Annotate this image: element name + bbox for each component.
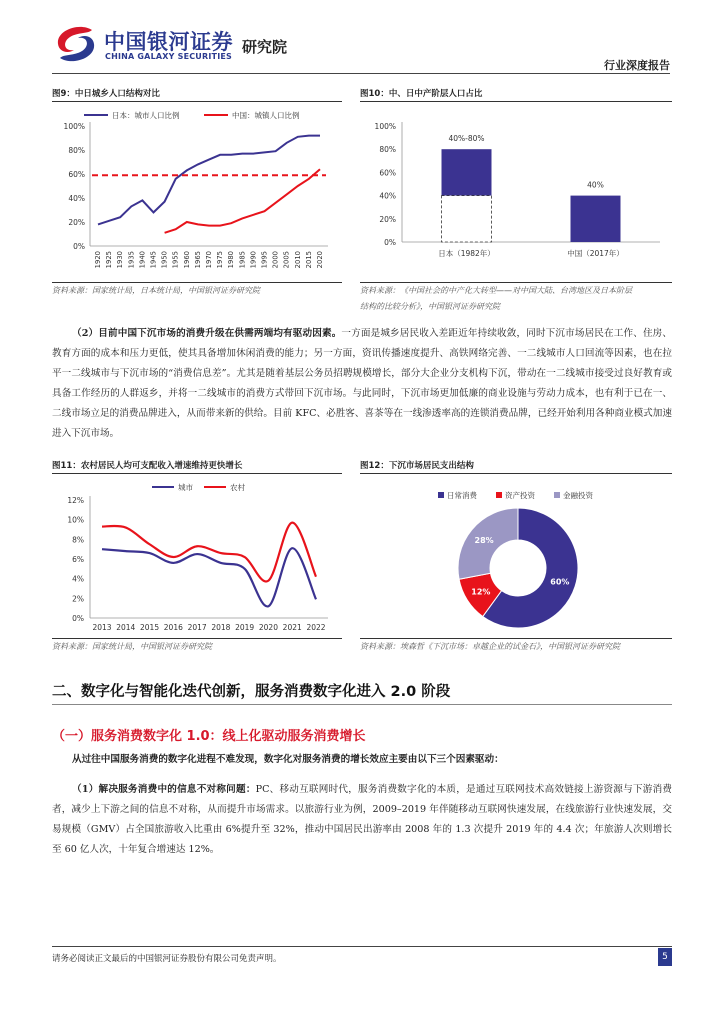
fig10-data-label: 40%-80% bbox=[448, 134, 485, 144]
fig9-y-tick: 20% bbox=[68, 218, 85, 227]
fig10-source-line1: 资料来源：《中国社会的中产化大转型——对中国大陆、台湾地区及日本阶层 bbox=[360, 286, 632, 295]
fig10-y-tick: 100% bbox=[374, 122, 396, 131]
fig10-bar-dashed bbox=[442, 196, 492, 242]
fig10-y-tick: 40% bbox=[379, 191, 396, 201]
fig12-data-label: 28% bbox=[474, 535, 494, 545]
fig9-x-tick: 1925 bbox=[105, 251, 114, 269]
page-number: 5 bbox=[658, 948, 672, 966]
fig11-series-0 bbox=[102, 548, 316, 606]
header-rule bbox=[52, 73, 670, 74]
fig11-y-tick: 4% bbox=[72, 574, 84, 584]
fig11-bottom-rule bbox=[52, 638, 342, 639]
para1-text: 一方面是城乡居民收入差距近年持续收敛，同时下沉市场居民在工作、住房、教育方面的成本和压力更低，使其具备增加休闲消费的能力；另一方面，资讯传播速度提升、高铁网络完善、一二线城市人口回流等因素，也在拉平一二线城市与下沉市场的“消费信息差”。尤其是随着基层公务员招聘规模增长，部分大企业分支机构下沉，带动在一二线城市接受过良好教育或具备工作经历的人群返乡，并将一二线城市的消费方式带回下沉市场。与此同时，下沉市场更加低廉的商业设施与劳动力成本，也有利于已在一、二线市场立足的消费品牌进入，从而带来新的供给。目前 KFC、必胜客、喜茶等在一线渗透率高的连锁消费品牌，已经开始利用各种商业模式加速进入下沉市场。 bbox=[52, 328, 672, 439]
fig9-y-tick: 100% bbox=[63, 122, 85, 131]
fig9-x-tick: 2000 bbox=[271, 251, 280, 269]
section-rule bbox=[52, 704, 672, 705]
fig9-x-tick: 1970 bbox=[205, 251, 213, 269]
fig9-rule bbox=[52, 101, 342, 102]
fig12-legend-swatch bbox=[554, 492, 560, 498]
fig10-y-tick: 80% bbox=[379, 145, 396, 155]
fig10-source-line2: 结构的比较分析》，中国银河证券研究院 bbox=[360, 302, 500, 311]
fig11-y-tick: 0% bbox=[72, 614, 84, 623]
fig12-legend-label: 金融投资 bbox=[563, 491, 593, 500]
fig11-x-tick: 2016 bbox=[163, 623, 183, 632]
fig9-series-0 bbox=[98, 136, 320, 225]
fig12-legend-swatch bbox=[496, 492, 502, 498]
fig11-x-tick: 2018 bbox=[211, 623, 231, 632]
fig10-y-tick: 60% bbox=[379, 168, 396, 178]
header bbox=[0, 0, 724, 80]
logo-en: CHINA GALAXY SECURITIES bbox=[105, 52, 232, 61]
para2-text: PC、移动互联网时代，服务消费数字化的本质，是通过互联网技术高效链接上游资源与下游消费者，减少上下游之间的信息不对称，从而提升市场需求。以旅游行业为例，2009–2019 年伴随移动互联网快速发展，在线旅游行业快速发展，交易规模（GMV）占全国旅游收入比重由 6%提升至 32%，推动中国居民出游率由 2008 年的 1.3 次提升 2019 年的 4.4 次；年旅游人次则增长至 60 亿人次，十年复合增速达 12%。 bbox=[52, 784, 672, 855]
fig9-x-tick: 1955 bbox=[171, 251, 180, 269]
fig10-bar bbox=[571, 196, 621, 242]
fig9-y-tick: 80% bbox=[68, 146, 85, 155]
fig10-x-tick: 日本（1982年） bbox=[438, 249, 495, 258]
fig10-bar bbox=[442, 149, 492, 195]
fig11-legend-label: 农村 bbox=[230, 483, 245, 492]
fig10-chart bbox=[360, 104, 672, 264]
fig11-chart bbox=[52, 476, 342, 636]
fig9-x-tick: 2005 bbox=[282, 251, 291, 269]
fig12-data-label: 60% bbox=[550, 577, 570, 587]
fig9-x-tick: 1995 bbox=[260, 251, 269, 269]
para1-heading: （2）目前中国下沉市场的消费升级在供需两端均有驱动因素。 bbox=[72, 328, 342, 339]
fig9-x-tick: 1960 bbox=[182, 251, 191, 269]
fig10-bottom-rule bbox=[360, 282, 672, 283]
fig11-y-tick: 6% bbox=[72, 555, 84, 564]
fig10-rule bbox=[360, 101, 672, 102]
fig11-title: 图11：农村居民人均可支配收入增速维持更快增长 bbox=[52, 461, 243, 471]
report-type: 行业深度报告 bbox=[604, 59, 670, 72]
para1 bbox=[52, 324, 672, 444]
fig9-x-tick: 1930 bbox=[116, 251, 125, 269]
fig11-legend-label: 城市 bbox=[178, 483, 193, 492]
fig10-y-tick: 20% bbox=[379, 214, 396, 224]
fig11-rule bbox=[52, 473, 342, 474]
fig11-x-tick: 2021 bbox=[282, 623, 302, 632]
fig12-data-label: 12% bbox=[471, 587, 491, 597]
fig9-x-tick: 1965 bbox=[193, 251, 202, 269]
fig9-x-tick: 1990 bbox=[249, 251, 258, 269]
footer-rule bbox=[52, 946, 672, 947]
fig9-bottom-rule bbox=[52, 282, 342, 283]
fig9-x-tick: 2010 bbox=[293, 250, 302, 269]
fig11-x-tick: 2019 bbox=[235, 623, 255, 632]
fig11-source: 资料来源：国家统计局，中国银河证券研究院 bbox=[52, 642, 212, 651]
fig11-x-tick: 2013 bbox=[92, 623, 112, 632]
fig11-x-tick: 2014 bbox=[116, 623, 136, 632]
fig9-y-tick: 0% bbox=[73, 242, 85, 251]
section-title: 二、数字化与智能化迭代创新，服务消费数字化进入 2.0 阶段 bbox=[52, 684, 451, 700]
fig9-source: 资料来源：国家统计局，日本统计局，中国银河证券研究院 bbox=[52, 286, 260, 295]
fig9-y-tick: 40% bbox=[68, 194, 85, 203]
fig9-x-tick: 2015 bbox=[304, 251, 313, 269]
fig11-y-tick: 8% bbox=[72, 535, 84, 545]
fig11-x-tick: 2015 bbox=[140, 623, 160, 632]
fig11-y-tick: 10% bbox=[67, 515, 84, 525]
fig9-chart bbox=[52, 104, 342, 280]
fig9-legend-label: 日本：城市人口比例 bbox=[112, 111, 180, 120]
subsection-title: （一）服务消费数字化 1.0：线上化驱动服务消费增长 bbox=[52, 729, 366, 744]
fig12-legend-label: 日常消费 bbox=[447, 491, 477, 500]
fig10-x-tick: 中国（2017年） bbox=[567, 249, 624, 258]
logo-cn: 中国银河证券 bbox=[104, 30, 233, 54]
fig11-x-tick: 2017 bbox=[187, 623, 207, 632]
fig12-bottom-rule bbox=[360, 638, 672, 639]
fig11-x-tick: 2020 bbox=[258, 623, 278, 632]
fig9-x-tick: 1950 bbox=[160, 251, 169, 269]
fig9-x-tick: 1935 bbox=[127, 251, 136, 269]
footer-disclaimer: 请务必阅读正文最后的中国银河证券股份有限公司免责声明。 bbox=[52, 954, 282, 964]
fig9-x-tick: 2020 bbox=[316, 251, 324, 269]
fig9-x-tick: 1980 bbox=[227, 251, 236, 269]
fig11-y-tick: 2% bbox=[72, 594, 84, 604]
galaxy-logo-icon bbox=[52, 24, 100, 64]
fig11-x-tick: 2022 bbox=[306, 623, 326, 632]
fig9-series-1 bbox=[165, 169, 320, 233]
fig10-data-label: 40% bbox=[587, 180, 604, 190]
para2-heading: （1）解决服务消费中的信息不对称问题： bbox=[72, 784, 256, 795]
fig10-title: 图10：中、日中产阶层人口占比 bbox=[360, 89, 483, 99]
institute-label: 研究院 bbox=[242, 38, 288, 56]
fig9-x-tick: 1945 bbox=[149, 251, 158, 269]
fig9-x-tick: 1985 bbox=[238, 251, 247, 269]
intro-text: 从过往中国服务消费的数字化进程不难发现，数字化对服务消费的增长效应主要由以下三个因素驱动： bbox=[72, 754, 504, 765]
para2 bbox=[52, 780, 672, 860]
fig12-title: 图12：下沉市场居民支出结构 bbox=[360, 461, 474, 471]
fig12-source: 资料来源：埃森哲《下沉市场：卓越企业的试金石》，中国银河证券研究院 bbox=[360, 642, 620, 651]
fig9-x-tick: 1940 bbox=[138, 251, 147, 269]
fig9-x-tick: 1975 bbox=[216, 251, 225, 269]
fig12-legend-swatch bbox=[438, 492, 444, 498]
fig9-legend-label: 中国：城镇人口比例 bbox=[232, 111, 300, 120]
fig12-chart bbox=[360, 476, 672, 636]
fig10-y-tick: 0% bbox=[384, 238, 396, 247]
fig9-x-tick: 1920 bbox=[94, 251, 102, 269]
fig12-rule bbox=[360, 473, 672, 474]
fig11-y-tick: 12% bbox=[67, 496, 84, 505]
fig9-y-tick: 60% bbox=[68, 170, 85, 179]
fig12-legend-label: 资产投资 bbox=[505, 491, 535, 500]
fig9-title: 图9：中日城乡人口结构对比 bbox=[52, 89, 160, 99]
